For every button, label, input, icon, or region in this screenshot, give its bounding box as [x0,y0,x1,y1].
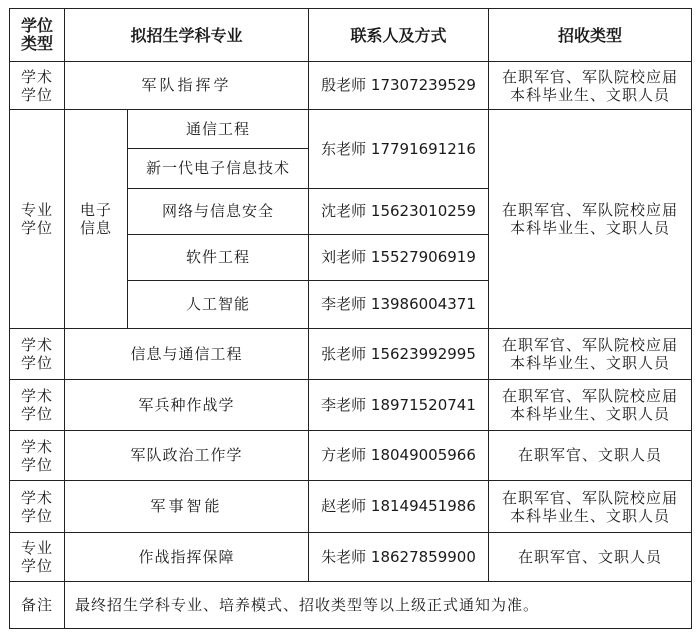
admission-table [9,8,692,629]
table-row [10,481,692,533]
header-degree-type: 学位 类型 [10,9,65,62]
note-row [10,582,692,629]
contact-cell: 东老师 17791691216 [309,110,489,189]
major-cell: 作战指挥保障 [65,533,309,582]
degree-type-cell: 专业 学位 [10,533,65,582]
major-cell: 军队指挥学 [65,62,309,110]
table-row [10,329,692,380]
major-cell: 军队政治工作学 [65,431,309,481]
admission-cell: 在职军官、军队院校应届 本科毕业生、文职人员 [489,380,692,431]
sub-major-cell: 网络与信息安全 [128,189,309,235]
contact-cell: 朱老师 18627859900 [309,533,489,582]
note-label: 备注 [10,582,65,629]
admission-cell: 在职军官、军队院校应届 本科毕业生、文职人员 [489,62,692,110]
header-row [10,9,692,62]
field-cell: 电子 信息 [65,110,128,329]
table-row [10,431,692,481]
degree-type-cell: 学术 学位 [10,62,65,110]
table-row [10,62,692,110]
degree-type-cell: 学术 学位 [10,380,65,431]
header-major: 拟招生学科专业 [65,9,309,62]
contact-cell: 李老师 18971520741 [309,380,489,431]
major-cell: 军兵种作战学 [65,380,309,431]
admission-cell: 在职军官、军队院校应届 本科毕业生、文职人员 [489,110,692,329]
contact-cell: 李老师 13986004371 [309,281,489,329]
degree-type-cell: 专业 学位 [10,110,65,329]
contact-cell: 赵老师 18149451986 [309,481,489,533]
major-cell: 军事智能 [65,481,309,533]
sub-major-cell: 人工智能 [128,281,309,329]
admission-cell: 在职军官、文职人员 [489,533,692,582]
degree-type-cell: 学术 学位 [10,329,65,380]
contact-cell: 张老师 15623992995 [309,329,489,380]
contact-cell: 殷老师 17307239529 [309,62,489,110]
sub-major-cell: 软件工程 [128,235,309,281]
admission-cell: 在职军官、文职人员 [489,431,692,481]
admission-cell: 在职军官、军队院校应届 本科毕业生、文职人员 [489,329,692,380]
note-text: 最终招生学科专业、培养模式、招收类型等以上级正式通知为准。 [65,582,692,629]
table-row [10,110,692,149]
degree-type-cell: 学术 学位 [10,481,65,533]
sub-major-cell: 新一代电子信息技术 [128,149,309,189]
contact-cell: 沈老师 15623010259 [309,189,489,235]
header-admission: 招收类型 [489,9,692,62]
major-cell: 信息与通信工程 [65,329,309,380]
table-row [10,380,692,431]
header-contact: 联系人及方式 [309,9,489,62]
sub-major-cell: 通信工程 [128,110,309,149]
degree-type-cell: 学术 学位 [10,431,65,481]
table-row [10,533,692,582]
contact-cell: 刘老师 15527906919 [309,235,489,281]
admission-cell: 在职军官、军队院校应届 本科毕业生、文职人员 [489,481,692,533]
contact-cell: 方老师 18049005966 [309,431,489,481]
